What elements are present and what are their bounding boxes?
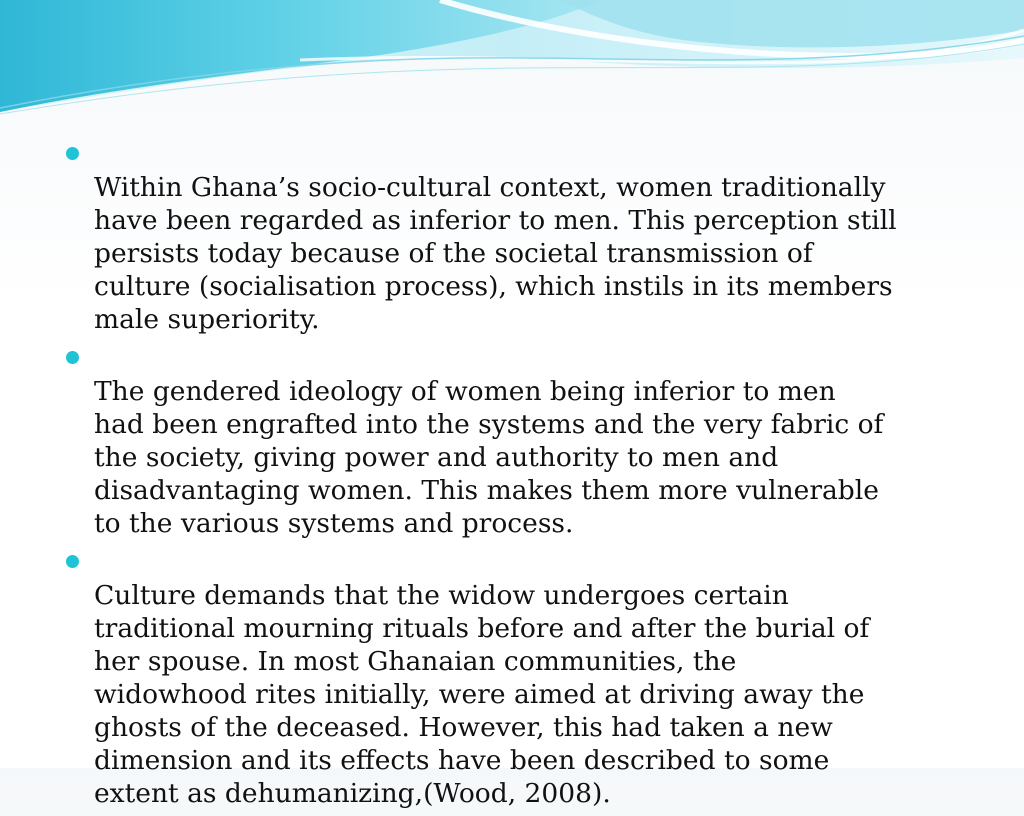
bullet-text: Within Ghana’s socio-cultural context, women traditionally have been regarded as inferior to men. This perception still persists today because of the societal transmission of culture (socialisation process), which instils in its members male superiority. — [94, 172, 897, 335]
content-area — [62, 138, 982, 816]
bullet-dot-icon — [66, 147, 79, 160]
bullet-text: The gendered ideology of women being inferior to men had been engrafted into the systems and the very fabric of the society, giving power and authority to men and disadvantaging women. This makes them more vulnerable to the various systems and process. — [94, 376, 884, 539]
bullet-dot-icon — [66, 555, 79, 568]
bullet-list — [62, 138, 982, 810]
bullet-item — [62, 342, 982, 540]
header-wave-decoration — [0, 0, 1024, 130]
bullet-text: Culture demands that the widow undergoes certain traditional mourning rituals before and after the burial of her spouse. In most Ghanaian communities, the widowhood rites initially, were aimed at driving away the ghosts of the deceased. However, this had taken a new dimension and its effects have been described to some extent as dehumanizing,(Wood, 2008). — [94, 580, 870, 809]
bullet-dot-icon — [66, 351, 79, 364]
bullet-item — [62, 138, 982, 336]
bullet-item — [62, 546, 982, 810]
